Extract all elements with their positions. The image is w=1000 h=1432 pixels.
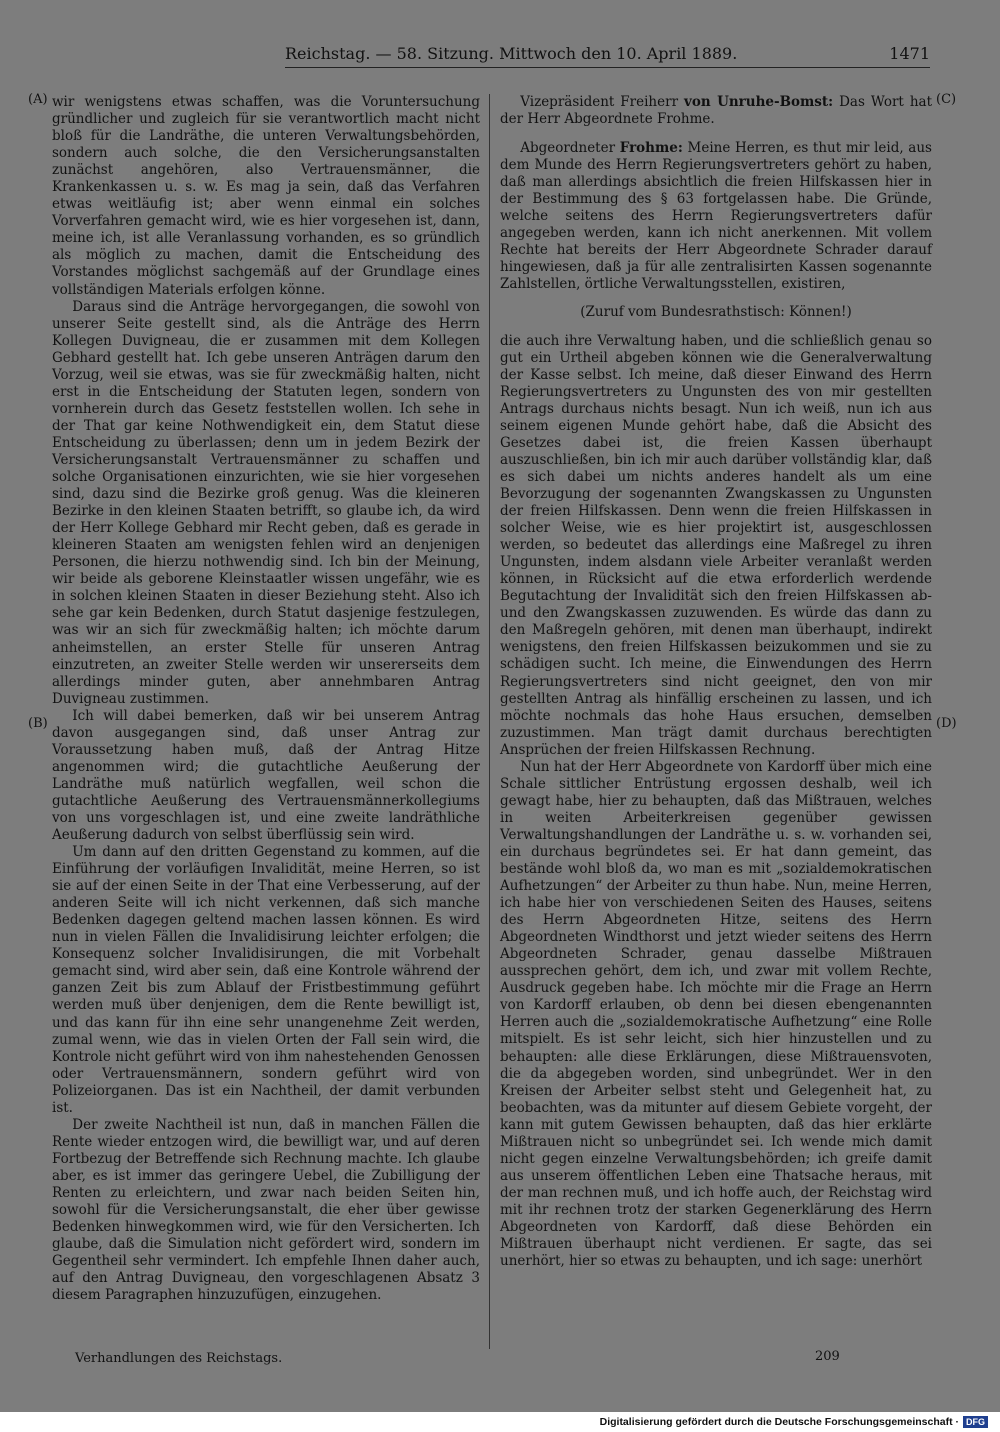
- dfg-logo-icon: DFG: [963, 1416, 988, 1428]
- left-paragraph-4: Um dann auf den dritten Gegenstand zu kommen, auf die Einführung der vorläufigen Invalidität, meine Herren, so ist sie auf der einen Seite in der That eine Verbesserung, auf der anderen Seite will ich nicht verkennen, daß sich manche Bedenken dagegen geltend machen lassen können. Es wird nun in vielen Fällen die Invalidisirung leichter erfolgen; die Konsequenz solcher Invalidisirungen, die mit Vorbehalt gemacht sind, wird aber sein, daß eine Kontrole während der ganzen Zeit bis zum Ablauf der Fristbestimmung geführt werden muß über denjenigen, dem die Rente bewilligt ist, und das kann für ihn eine sehr unangenehme Zeit werden, zumal wenn, wie das in vielen Orten der Fall sein wird, die Kontrole nicht geführt wird von ihm nahestehenden Genossen oder Vertrauensmännern, sondern geführt wird von Polizeiorganen. Das ist ein Nachtheil, der damit verbunden ist.: [52, 844, 480, 1116]
- left-paragraph-2: Daraus sind die Anträge hervorgegangen, die sowohl von unserer Seite gestellt sind, als die Anträge des Herrn Kollegen Duvigneau, die er zusammen mit dem Kollegen Gebhard gestellt hat. Ich gebe unseren Anträgen darum den Vorzug, weil sie etwas, was sie für zweckmäßig halten, nicht erst in die Entscheidung der Statuten legen, sondern von vornherein durch das Gesetz feststellen wollen. Ich sehe in der That gar keine Nothwendigkeit ein, dem Statut diese Entscheidung zu überlassen; denn um in jedem Bezirk der Versicherungsanstalt Vertrauensmänner zu schaffen und solche Organisationen einzurichten, wie sie hier vorgesehen sind, dazu sind die Bezirke groß genug. Was die kleineren Bezirke in den kleinen Staaten betrifft, so glaube ich, da wird der Herr Kollege Gebhard mir Recht geben, daß es gerade in kleineren Staaten am wenigsten fehlen wird an denjenigen Personen, die hierzu nothwendig sind. Ich bin der Meinung, wir beide als geborene Kleinstaatler wissen ungefähr, wie es in solchen kleinen Staaten in dieser Beziehung steht. Also ich sehe gar kein Bedenken, durch Statut dasjenige festzulegen, was wir an sich für zweckmäßig halten; ich möchte darum anheimstellen, an erster Stelle für unseren Antrag einzutreten, an zweiter Stelle werden wir unsererseits dem allerdings minder guten, aber annehmbaren Antrag Duvigneau zustimmen.: [52, 298, 480, 707]
- header-page-number: 1471: [889, 44, 930, 63]
- speaker-name: von Unruhe-Bomst:: [684, 94, 834, 110]
- margin-mark-d: (D): [936, 716, 957, 731]
- digitization-credit: [600, 1414, 988, 1430]
- header-rule: [285, 67, 930, 68]
- speaker-role: Vizepräsident Freiherr: [520, 94, 685, 110]
- speaker-role: Abgeordneter: [520, 140, 620, 157]
- right-paragraph-2: [500, 140, 932, 293]
- margin-mark-c: (C): [936, 92, 957, 107]
- footer-source: Verhandlungen des Reichstags.: [75, 1351, 283, 1366]
- left-paragraph-3: Ich will dabei bemerken, daß wir bei unserem Antrag davon ausgegangen sind, daß unser Antrag zur Voraussetzung haben muß, daß der Antrag Hitze angenommen wird; die gutachtliche Aeußerung der Landräthe muß natürlich wegfallen, weil schon die gutachtliche Aeußerung des Vertrauensmännerkollegiums von uns vorgeschlagen ist, und eine zweite landräthliche Aeußerung dadurch von selbst überflüssig sein wird.: [52, 707, 480, 844]
- left-paragraph-1: wir wenigstens etwas schaffen, was die Voruntersuchung gründlicher und zugleich für sie verantwortlich macht nicht bloß für die Landräthe, die unteren Verwaltungsbehörden, sondern auch solche, die den Versicherungsanstalten zunächst angehören, also Vertrauensmänner, die Krankenkassen u. s. w. Es mag ja sein, daß das Verfahren etwas weitläufig ist; aber wenn einmal ein solches Vorverfahren gemacht wird, wie es hier vorgesehen ist, dann, meine ich, ist alle Veranlassung vorhanden, es so gründlich als möglich zu machen, damit die Entscheidung des Vorstandes möglichst sachgemäß auf der Grundlage eines vollständigen Materials erfolgen könne.: [52, 94, 480, 298]
- speech-text: Das Wort hat der Herr Abgeordnete Frohme.: [500, 94, 933, 128]
- left-paragraph-5: Der zweite Nachtheil ist nun, daß in manchen Fällen die Rente wieder entzogen wird, die bewilligt war, und auf deren Fortbezug der Betreffende sich Rechnung machte. Ich glaube aber, es ist immer das geringere Uebel, die Zubilligung der Renten zu erleichtern, und zwar nach beiden Seiten hin, sowohl für die Versicherungsanstalt, die eher über gewisse Bedenken hinwegkommen wird, wie für den Versicherten. Ich glaube, daß die Simulation nicht gefördert wird, sondern im Gegentheil sehr vermindert. Ich empfehle Ihnen daher auch, auf den Antrag Duvigneau, den vorgeschlagenen Absatz 3 diesem Paragraphen hinzuzufügen, einzugehen.: [52, 1116, 480, 1304]
- right-paragraph-1: [500, 94, 932, 128]
- right-paragraph-4: Nun hat der Herr Abgeordnete von Kardorff über mich eine Schale sittlicher Entrüstung ergossen deshalb, weil ich gewagt habe, hier zu behaupten, daß das Mißtrauen, welches in weiten Arbeiterkreisen gegenüber gewissen Verwaltungshandlungen der Landräthe u. s. w. vorhanden sei, ein durchaus begründetes sei. Er hat dann gemeint, das bestände wohl bloß da, wo man es mit „sozialdemokratischen Aufhetzungen“ der Arbeiter zu thun habe. Nun, meine Herren, ich habe hier von verschiedenen Seiten des Hauses, seitens des Herrn Abgeordneten Hitze, seitens des Herrn Abgeordneten Windthorst und jetzt wieder seitens des Herrn Abgeordneten Schrader, genau dasselbe Mißtrauen aussprechen gehört, dem ich, und zwar mit vollem Rechte, Ausdruck gegeben habe. Ich möchte mir die Frage an Herrn von Kardorff erlauben, ob denn bei diesen ebengenannten Herren auch die „sozialdemokratische Aufhetzung“ eine Rolle mitspielt. Es ist sehr leicht, sich hier hinzustellen und zu behaupten: alle diese Erklärungen, diese Mißtrauensvoten, die da abgegeben worden, sind unbegründet. Wer in den Kreisen der Arbeiter selbst steht und Gelegenheit hat, zu beobachten, was da mitunter auf diesem Gebiete vorgeht, der kann mit gutem Gewissen behaupten, daß das hier erklärte Mißtrauen nicht so unbegründet sei. Ich wende mich damit nicht gegen einzelne Verwaltungsbehörden; ich greife damit aus unserem öffentlichen Leben eine Thatsache heraus, mit der man rechnen muß, und ich hoffe auch, der Reichstag wird mit ihr rechnen trotz der starken Gegenerklärung des Herrn Abgeordneten von Kardorff, daß diese Behörden ein Mißtrauen überhaupt nicht verdienen. Er sagte, das sei unerhört, hier so etwas zu behaupten, und ich sage: unerhört: [500, 758, 932, 1270]
- credit-text: Digitalisierung gefördert durch die Deutsche Forschungsgemeinschaft ·: [599, 1416, 959, 1428]
- right-column: [500, 94, 932, 1270]
- interjection: (Zuruf vom Bundesrathstisch: Können!): [580, 303, 852, 320]
- speaker-name: Frohme:: [619, 140, 683, 157]
- page-header: [30, 44, 930, 68]
- left-column: [52, 94, 480, 1304]
- column-divider: [489, 94, 490, 1349]
- footer-sheet-number: 209: [815, 1349, 840, 1364]
- margin-mark-b: (B): [28, 716, 48, 731]
- margin-mark-a: (A): [28, 92, 48, 107]
- header-title: Reichstag. — 58. Sitzung. Mittwoch den 10. April 1889.: [285, 44, 738, 63]
- right-paragraph-3: die auch ihre Verwaltung haben, und die schließlich genau so gut ein Urtheil abgeben können wie die Generalverwaltung der Kasse selbst. Ich meine, daß dieser Einwand des Herrn Regierungsvertreters zu Ungunsten des von mir gestellten Antrags durchaus nichts besagt. Nun ich weiß, nun ich aus seinem eigenen Munde gehört habe, daß die Absicht des Gesetzes dabei ist, die freien Kassen überhaupt auszuschließen, bin ich mir auch darüber vollständig klar, daß es sich dabei um nichts anderes handelt als um eine Bevorzugung der sogenannten Zwangskassen zu Ungunsten der freien Hilfskassen. Denn wenn die freien Hilfskassen in solcher Weise, wie es hier projektirt ist, ausgeschlossen werden, so bedeutet das allerdings eine Maßregel zu ihren Ungunsten, indem alsdann viele Arbeiter veranlaßt werden können, in Rücksicht auf die etwa erforderlich werdende Begutachtung der Invalidität sich den freien Hilfskassen ab- und den Zwangskassen zuzuwenden. Es würde das dann zu den Maßregeln gehören, mit denen man überhaupt, indirekt wenigstens, den freien Hilfskassen beizukommen und sie zu schädigen sucht. Ich meine, die Einwendungen des Herrn Regierungsvertreters sind nicht geeignet, den von mir gestellten Antrag als hinfällig erscheinen zu lassen, und ich möchte nochmals das hohe Haus ersuchen, demselben zuzustimmen. Man trägt damit durchaus berechtigten Ansprüchen der freien Hilfskassen Rechnung.: [500, 332, 932, 758]
- speech-text: Meine Herren, es thut mir leid, aus dem Munde des Herrn Regierungsvertreters gehört zu haben, daß man allerdings absichtlich die freien Hilfskassen hier in der Bestimmung des § 63 fortgelassen habe. Die Gründe, welche seitens des Herrn Regierungsvertreters dafür angegeben werden, kann ich nicht anerkennen. Mit vollem Rechte hat bereits der Herr Abgeordnete Schrader darauf hingewiesen, daß ja für alle zentralisirten Kassen sogenannte Zahlstellen, örtliche Verwaltungsstellen, existiren,: [500, 140, 932, 293]
